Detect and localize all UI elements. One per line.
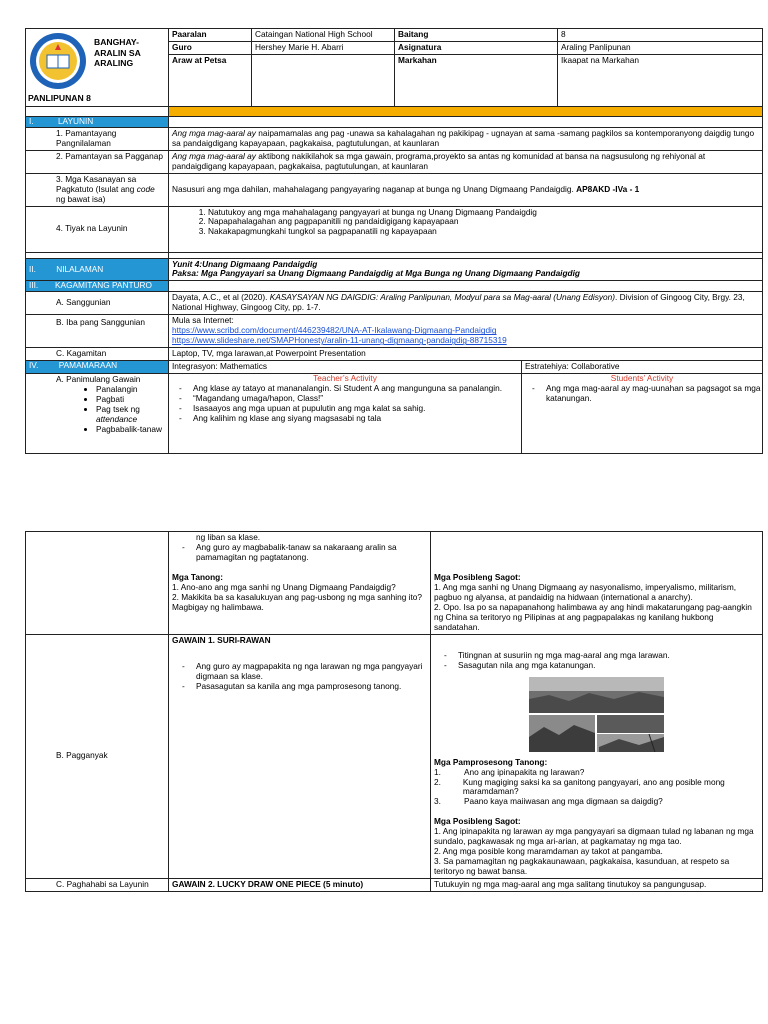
- integrasyon-text: Integrasyon: Mathematics: [169, 361, 522, 374]
- list-item: • Panalangin: [96, 385, 165, 395]
- panimulang-gawain-label: A. Panimulang Gawain: [56, 374, 141, 385]
- doc-title-line1: BANGHAY-: [94, 37, 140, 47]
- citation-title: KASAYSAYAN NG DAIGDIG: Araling Panlipunan, Modyul para sa Mag-aaral (Unang Edisyon): [269, 292, 616, 303]
- lesson-plan-table-page2: [25, 531, 763, 892]
- asignatura-value: Araling Panlipunan: [558, 41, 763, 54]
- sagot-item: 1. Ang mga sanhi ng Unang Digmaang ay nasyonalismo, imperyalismo, militarism, pagbuo ng alyansa, at pandaidig na hidwaan (international a anarchy).: [434, 581, 737, 602]
- g1-sagot-heading: Mga Posibleng Sagot:: [434, 816, 521, 827]
- pamprosesong-item: Paano kaya maiiwasan ang mga digmaan sa daigdig?: [464, 796, 663, 807]
- pamprosesong-tanong-heading: Mga Pamprosesong Tanong:: [434, 756, 548, 767]
- bullet-text: Pag tsek ng: [96, 403, 140, 414]
- list-item: - “Magandang umaga/hapon, Class!”: [179, 394, 521, 404]
- gawain1-teacher-cell: [169, 634, 431, 878]
- sanggunian-label: A. Sanggunian: [26, 292, 169, 315]
- section-kagamitan: [26, 281, 169, 292]
- blank-cell: [169, 281, 763, 292]
- list-item: - Isasaayos ang mga upuan at pupulutin ang mga kalat sa sahig.: [179, 404, 521, 414]
- section-title: PAMAMARAAN: [58, 360, 118, 371]
- pamantayang-pangnilalaman-text: [169, 127, 763, 150]
- section-number: IV.: [29, 360, 39, 371]
- nilalaman-text: [169, 258, 763, 281]
- list-item: - Titingnan at susuriin ng mga mag-aaral ang mga larawan.: [444, 651, 759, 661]
- tiyak-na-layunin-label: 4. Tiyak na Layunin: [26, 206, 169, 252]
- section-number: I.: [29, 116, 34, 126]
- kasanayan-label: [26, 173, 169, 206]
- label-part: code: [136, 183, 155, 194]
- list-item: 3. Nakakapagmungkahi tungkol sa pagpapanatili ng kapayapaan: [208, 227, 759, 237]
- list-item: • Pagbati: [96, 395, 165, 405]
- doc-title-line4: PANLIPUNAN 8: [28, 93, 91, 103]
- baitang-label: Baitang: [395, 29, 558, 42]
- sagot-item: 1. Ang ipinapakita ng larawan ay mga pangyayari sa digmaan tulad ng labanan ng mga sundalo, pagkawasak ng mga ari-arian, at pagkamatay ng mga tao.: [434, 826, 754, 847]
- list-item: - Ang klase ay tatayo at mananalangin. Si Student A ang mangunguna sa panalangin.: [179, 384, 521, 394]
- panimulang-gawain-cell: [26, 374, 169, 454]
- list-item: 1. Natutukoy ang mga mahahalagang pangyayari at bunga ng Unang Digmaang Pandaigdig: [208, 208, 759, 218]
- list-item: - Ang mga mag-aaral ay mag-uunahan sa pagsagot sa mga katanungan.: [532, 384, 762, 404]
- araw-value: [252, 54, 395, 106]
- list-item: - Sasagutan nila ang mga katanungan.: [444, 661, 759, 671]
- body-text: Nasusuri ang mga dahilan, mahahalagang pangyayaring naganap at bunga ng Unang Digmaang Pandaigdig.: [172, 183, 577, 194]
- continued-text: ng liban sa klase.: [196, 532, 261, 542]
- section-number: III.: [29, 280, 39, 291]
- section-number: II.: [29, 263, 36, 274]
- section-title: LAYUNIN: [57, 116, 94, 126]
- gold-divider: [169, 106, 763, 116]
- kagamitan-text: Laptop, TV, mga larawan,at Powerpoint Presentation: [169, 348, 763, 361]
- list-item: - Ang guro ay magbabalik-tanaw sa nakaraang aralin sa pamamagitan ng pagtatanong.: [182, 543, 427, 563]
- paghahabi-label: C. Paghahabi sa Layunin: [26, 879, 169, 892]
- list-item: 2. Napapahalagahan ang pagpapanitili ng pandaidigigang kapayapaan: [208, 217, 759, 227]
- lesson-plan-table-page1: [25, 28, 763, 454]
- guro-label: Guro: [169, 41, 252, 54]
- asignatura-label: Asignatura: [395, 41, 558, 54]
- label-part: 3. Mga Kasanayan sa Pagkatuto (Isulat ang: [56, 173, 137, 194]
- araw-label: Araw at Petsa: [169, 54, 252, 106]
- teacher-activity-cell: [169, 374, 522, 454]
- review-teacher-cell: [169, 532, 431, 635]
- header-title-cell: [26, 29, 169, 107]
- blank-cell: [26, 106, 169, 116]
- section-pamamaraan: [26, 361, 169, 374]
- paaralan-label: Paaralan: [169, 29, 252, 42]
- markahan-label: Markahan: [395, 54, 558, 106]
- pamantayan-sa-pagganap-label: 2. Pamantayan sa Pagganap: [26, 150, 169, 173]
- sagot-heading: Mga Posibleng Sagot:: [434, 572, 521, 582]
- iba-pang-sanggunian-text: [169, 315, 763, 348]
- sagot-item: 2. Ang mga posible kong maramdaman ay takot at pangamba.: [434, 846, 663, 857]
- student-activity-header: Students’ Activity: [610, 373, 674, 384]
- paaralan-value: Cataingan National High School: [252, 29, 395, 42]
- sagot-item: 3. Sa pamamagitan ng pagkakaunawaan, pagkakaisa, kasunduan, at respeto sa teritoryo ng bawat bansa.: [434, 856, 730, 877]
- body-text: naipamamalas ang pag -unawa sa kahalagahan ng pakikipag - ugnayan at sama -samang pagkilos sa kontemporanyong daigdig tungo sa pandaigdigang kapayapaan, pagkakaisa, pagtutulungan, at kaunlaran: [172, 127, 755, 148]
- competency-code: AP8AKD -IVa - 1: [576, 183, 640, 194]
- list-item: • Pagbabalik-tanaw: [96, 425, 165, 435]
- iba-pang-sanggunian-label: B. Iba pang Sanggunian: [26, 315, 169, 348]
- teacher-activity-header: Teacher’s Activity: [313, 373, 377, 384]
- gawain1-title: GAWAIN 1. SURI-RAWAN: [172, 634, 271, 645]
- tanong-heading: Mga Tanong:: [172, 571, 224, 582]
- pagganyak-label: B. Pagganyak: [26, 634, 169, 878]
- list-item: - Pasasagutan sa kanila ang mga pamprosesong tanong.: [182, 682, 427, 692]
- reference-link-slideshare[interactable]: https://www.slideshare.net/SMAPHonesty/aralin-11-unang-digmaang-pandaigdig-88715319: [172, 335, 507, 346]
- school-seal-icon: [28, 31, 88, 91]
- internet-intro: Mula sa Internet:: [172, 315, 234, 326]
- citation-part: Dayata, A.C., et al (2020).: [172, 292, 270, 303]
- doc-title-line3: ARALING: [94, 58, 134, 69]
- label-part: ng bawat isa): [56, 193, 106, 204]
- markahan-value: Ikaapat na Markahan: [558, 54, 763, 106]
- war-photos-image: [529, 677, 664, 752]
- gawain2-title: GAWAIN 2. LUCKY DRAW ONE PIECE (5 minuto): [169, 879, 431, 892]
- section-title: NILALAMAN: [56, 263, 104, 274]
- pamprosesong-item: Kung magiging saksi ka sa ganitong pangyayari, ano ang posible mong maramdaman?: [462, 776, 725, 797]
- blank-cell: [169, 116, 763, 127]
- sagot-item: 2. Opo. Isa po sa napapanahong halimbawa ay ang hindi makatarungang pag-aangkin ng China sa teritoryo ng Pilipinas at ang pagpapalakas ng kanilang hukbong sandatahan.: [434, 601, 752, 632]
- kasanayan-text: [169, 173, 763, 206]
- section-nilalaman: [26, 258, 169, 281]
- yunit-title: Yunit 4:Unang Digmaang Pandaigdig: [172, 258, 318, 269]
- gawain2-student-text: Tutukuyin ng mga mag-aaral ang mga salitang tinutukoy sa pangungusap.: [431, 879, 763, 892]
- lead-text: Ang mga mag-aaral ay: [172, 150, 256, 161]
- pamantayang-pangnilalaman-label: 1. Pamantayang Pangnilalaman: [26, 127, 169, 150]
- tanong-item: 2. Makikita ba sa kasalukuyan ang pag-usbong ng mga sanhing ito? Magbigay ng halimbawa.: [172, 591, 422, 612]
- doc-title-line2: ARALIN SA: [94, 47, 141, 58]
- gawain1-student-cell: - Titingnan at susuriin ng mga mag-aaral ang mga larawan. - Sasagutan nila ang mga katanungan. Mga Pamprosesong Tanong: 1. Ano ang ipinapakita ng larawan? 2. Kung magiging saksi ka sa ganitong pangyayari, ano ang posible mong maramdaman? 3. Paano kaya maiiwasan ang mga digmaan sa daigdig? Mga Posibleng Sagot: 1. Ang ipinapakita ng larawan ay mga pangyayari sa digmaan tulad ng labanan ng mga sundalo, pagkawasak ng mga ari-arian, at pagkamatay ng mga tao. 2. Ang mga posible kong maramdaman ay takot at pangamba. 3. Sa pamamagitan ng pagkakaunawaan, pagkakaisa, kasunduan, at respeto sa teritoryo ng bawat bansa.: [431, 634, 763, 878]
- bullet-text-italic: attendance: [96, 413, 138, 424]
- list-item: [96, 405, 165, 425]
- section-layunin: [26, 116, 169, 127]
- baitang-value: 8: [558, 29, 763, 42]
- paksa-title: Paksa: Mga Pangyayari sa Unang Digmaang Pandaigdig at Mga Bunga ng Unang Digmaang Pandaigdig: [172, 268, 580, 279]
- body-text: aktibong nakikilahok sa mga gawain, programa,proyekto sa antas ng komunidad at bansa na nagsusulong ng rehiyonal at pandaigdigang kapayapaan, pagkakaisa, pagtutulungan, at kaunlaran: [172, 150, 706, 171]
- lead-text: Ang mga mag-aaral ay: [172, 127, 256, 138]
- pamantayan-sa-pagganap-text: [169, 150, 763, 173]
- sanggunian-text: [169, 292, 763, 315]
- estratehiya-text: Estratehiya: Collaborative: [522, 361, 763, 374]
- list-item: - Ang kalihim ng klase ang siyang magsasabi ng tala: [179, 414, 521, 424]
- citation-part: . Division of Gingoog City, Brgy. 23, National Highway, Gingoog City, pp. 1-7.: [172, 292, 745, 313]
- guro-value: Hershey Marie H. Abarri: [252, 41, 395, 54]
- tanong-item: 1. Ano-ano ang mga sanhi ng Unang Digmaang Pandaigdig?: [172, 581, 396, 592]
- blank-cell: [26, 532, 169, 635]
- pamprosesong-item: Ano ang ipinapakita ng larawan?: [464, 766, 585, 777]
- review-student-cell: [431, 532, 763, 635]
- student-activity-cell: [522, 374, 763, 454]
- section-title: KAGAMITANG PANTURO: [55, 280, 152, 291]
- list-item: - Ang guro ay magpapakita ng nga larawan ng mga pangyayari digmaan sa klase.: [182, 662, 427, 682]
- tiyak-na-layunin-list: [169, 206, 763, 252]
- reference-link-scribd[interactable]: https://www.scribd.com/document/446239482/UNA-AT-Ikalawang-Digmaang-Pandaigdig: [172, 325, 497, 336]
- kagamitan-label: C. Kagamitan: [26, 348, 169, 361]
